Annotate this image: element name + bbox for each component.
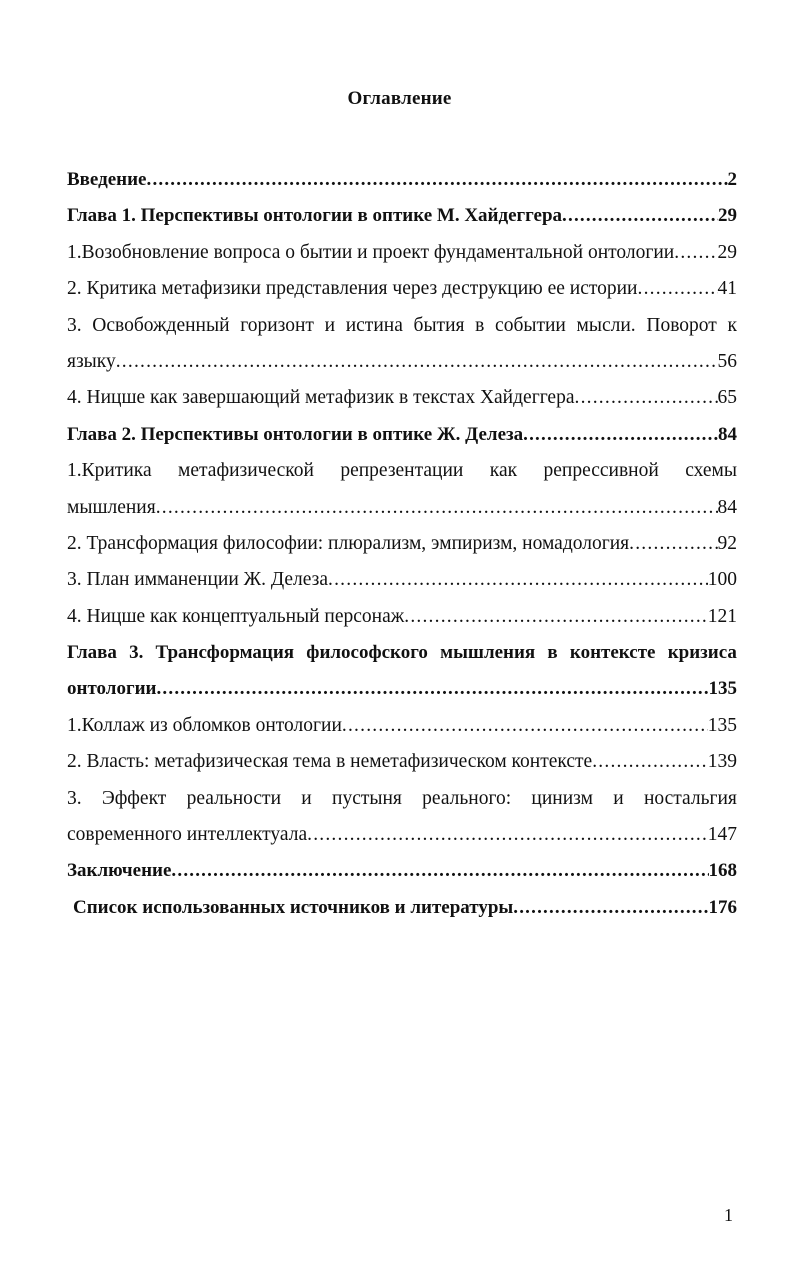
table-of-contents: [67, 162, 737, 926]
toc-word: кризиса: [667, 642, 737, 664]
toc-page-number: 2: [727, 169, 737, 190]
toc-word: философского: [306, 642, 428, 664]
toc-page-number: 65: [717, 387, 737, 409]
toc-page-number: 121: [707, 605, 737, 627]
toc-word: 1.Критика: [67, 460, 152, 482]
toc-word: мысли.: [576, 314, 636, 336]
toc-entry-chapter-2[interactable]: [67, 417, 737, 453]
toc-word: контексте: [569, 642, 656, 664]
toc-page-number: 92: [717, 532, 737, 554]
toc-word: репрезентации: [340, 460, 464, 482]
toc-word: истина: [345, 314, 403, 336]
leader-dots: [523, 417, 718, 453]
leader-dots: [638, 271, 718, 307]
toc-word: Глава: [67, 642, 117, 664]
toc-word: схемы: [685, 460, 737, 482]
toc-page-number: 41: [717, 278, 737, 300]
toc-page-number: 56: [717, 350, 737, 372]
toc-word: ностальгия: [643, 787, 737, 809]
toc-word: реального:: [422, 787, 512, 809]
toc-entry-1-4[interactable]: [67, 380, 737, 416]
toc-word: Эффект: [101, 787, 167, 809]
toc-entry-3-2[interactable]: [67, 744, 737, 780]
leader-dots: [404, 599, 708, 635]
toc-entry-1-2[interactable]: [67, 271, 737, 307]
toc-entry-chapter-1[interactable]: [67, 198, 737, 234]
toc-page-number: 84: [718, 423, 737, 445]
toc-entry-text: мышления: [67, 496, 156, 518]
toc-entry-3-3-line1[interactable]: [67, 781, 737, 817]
leader-dots: [171, 853, 708, 889]
toc-entry-1-3-line2[interactable]: [67, 344, 737, 380]
toc-word: бытия: [413, 314, 465, 336]
leader-dots: [592, 744, 708, 780]
leader-dots: [674, 235, 717, 271]
toc-word: реальности: [186, 787, 282, 809]
toc-word: к: [727, 314, 737, 336]
toc-word: пустыня: [332, 787, 402, 809]
toc-entry-text: Глава 2. Перспективы онтологии в оптике Ж. Делеза: [67, 423, 524, 445]
toc-entry-text: 1.Возобновление вопроса о бытии и проект фундаментальной онтологии: [67, 241, 675, 263]
toc-word: и: [613, 787, 624, 809]
toc-word: Поворот: [646, 314, 717, 336]
toc-entry-bibliography[interactable]: [67, 890, 737, 926]
toc-entry-2-2[interactable]: [67, 526, 737, 562]
toc-entry-text: 3. План имманенции Ж. Делеза: [67, 569, 329, 591]
toc-page-number: 135: [708, 678, 737, 700]
toc-entry-text: Список использованных источников и литературы: [73, 896, 514, 918]
page-title: Оглавление: [347, 88, 452, 109]
leader-dots: [307, 817, 708, 853]
page-number: 1: [724, 1205, 733, 1225]
toc-entry-2-3[interactable]: [67, 562, 737, 598]
toc-entry-text: 2. Критика метафизики представления через деструкцию ее истории: [67, 278, 638, 300]
toc-entry-text: современного интеллектуала: [67, 824, 308, 846]
toc-word: горизонт: [240, 314, 314, 336]
toc-entry-conclusion[interactable]: [67, 853, 737, 889]
toc-entry-2-1-line2[interactable]: [67, 490, 737, 526]
toc-page-number: 176: [708, 896, 737, 918]
toc-word: Трансформация: [155, 642, 295, 664]
toc-entry-3-3-line2[interactable]: [67, 817, 737, 853]
toc-entry-1-3-line1[interactable]: [67, 308, 737, 344]
leader-dots: [562, 198, 718, 234]
toc-word: как: [489, 460, 518, 482]
toc-entry-text: Глава 1. Перспективы онтологии в оптике М. Хайдеггера: [67, 205, 563, 227]
leader-dots: [328, 562, 708, 598]
toc-word: цинизм: [531, 787, 593, 809]
leader-dots: [513, 890, 708, 926]
leader-dots: [147, 162, 728, 198]
toc-page-number: 84: [717, 496, 737, 518]
toc-word: в: [475, 314, 485, 336]
toc-entry-text: 4. Ницше как завершающий метафизик в текстах Хайдеггера: [67, 387, 575, 409]
toc-page-number: 139: [707, 751, 737, 773]
toc-entry-3-1[interactable]: [67, 708, 737, 744]
toc-page-number: 135: [707, 714, 737, 736]
toc-word: 3.: [129, 642, 144, 664]
toc-word: репрессивной: [543, 460, 659, 482]
leader-dots: [575, 380, 718, 416]
toc-word: и: [324, 314, 336, 336]
toc-word: в: [547, 642, 558, 664]
toc-word: Освобожденный: [92, 314, 230, 336]
toc-word: 3.: [67, 314, 82, 336]
toc-entry-text: 1.Коллаж из обломков онтологии: [67, 714, 342, 736]
toc-entry-2-1-line1[interactable]: [67, 453, 737, 489]
leader-dots: [156, 490, 718, 526]
toc-word: 3.: [67, 787, 82, 809]
toc-entry-text: Заключение: [67, 860, 172, 882]
leader-dots: [629, 526, 717, 562]
toc-page-number: 168: [708, 860, 737, 882]
toc-entry-chapter-3-line1[interactable]: [67, 635, 737, 671]
toc-word: и: [301, 787, 312, 809]
toc-page-number: 29: [718, 205, 737, 227]
toc-word: метафизической: [178, 460, 314, 482]
toc-word: мышления: [440, 642, 536, 664]
toc-entry-text: языку: [67, 350, 116, 372]
toc-entry-introduction[interactable]: [67, 162, 737, 198]
toc-entry-2-4[interactable]: [67, 599, 737, 635]
toc-entry-text: 2. Трансформация философии: плюрализм, эмпиризм, номадология: [67, 532, 630, 554]
leader-dots: [116, 344, 718, 380]
toc-page-number: 29: [717, 241, 737, 263]
toc-entry-text: 2. Власть: метафизическая тема в неметафизическом контексте: [67, 751, 593, 773]
toc-entry-text: 4. Ницше как концептуальный персонаж: [67, 605, 405, 627]
toc-entry-1-1[interactable]: [67, 235, 737, 271]
toc-entry-text: Введение: [67, 169, 147, 190]
leader-dots: [342, 708, 708, 744]
toc-entry-text: онтологии: [67, 678, 157, 700]
toc-entry-chapter-3-line2[interactable]: [67, 671, 737, 707]
toc-page-number: 147: [707, 824, 737, 846]
toc-page-number: 100: [707, 569, 737, 591]
leader-dots: [156, 671, 708, 707]
toc-word: событии: [495, 314, 566, 336]
